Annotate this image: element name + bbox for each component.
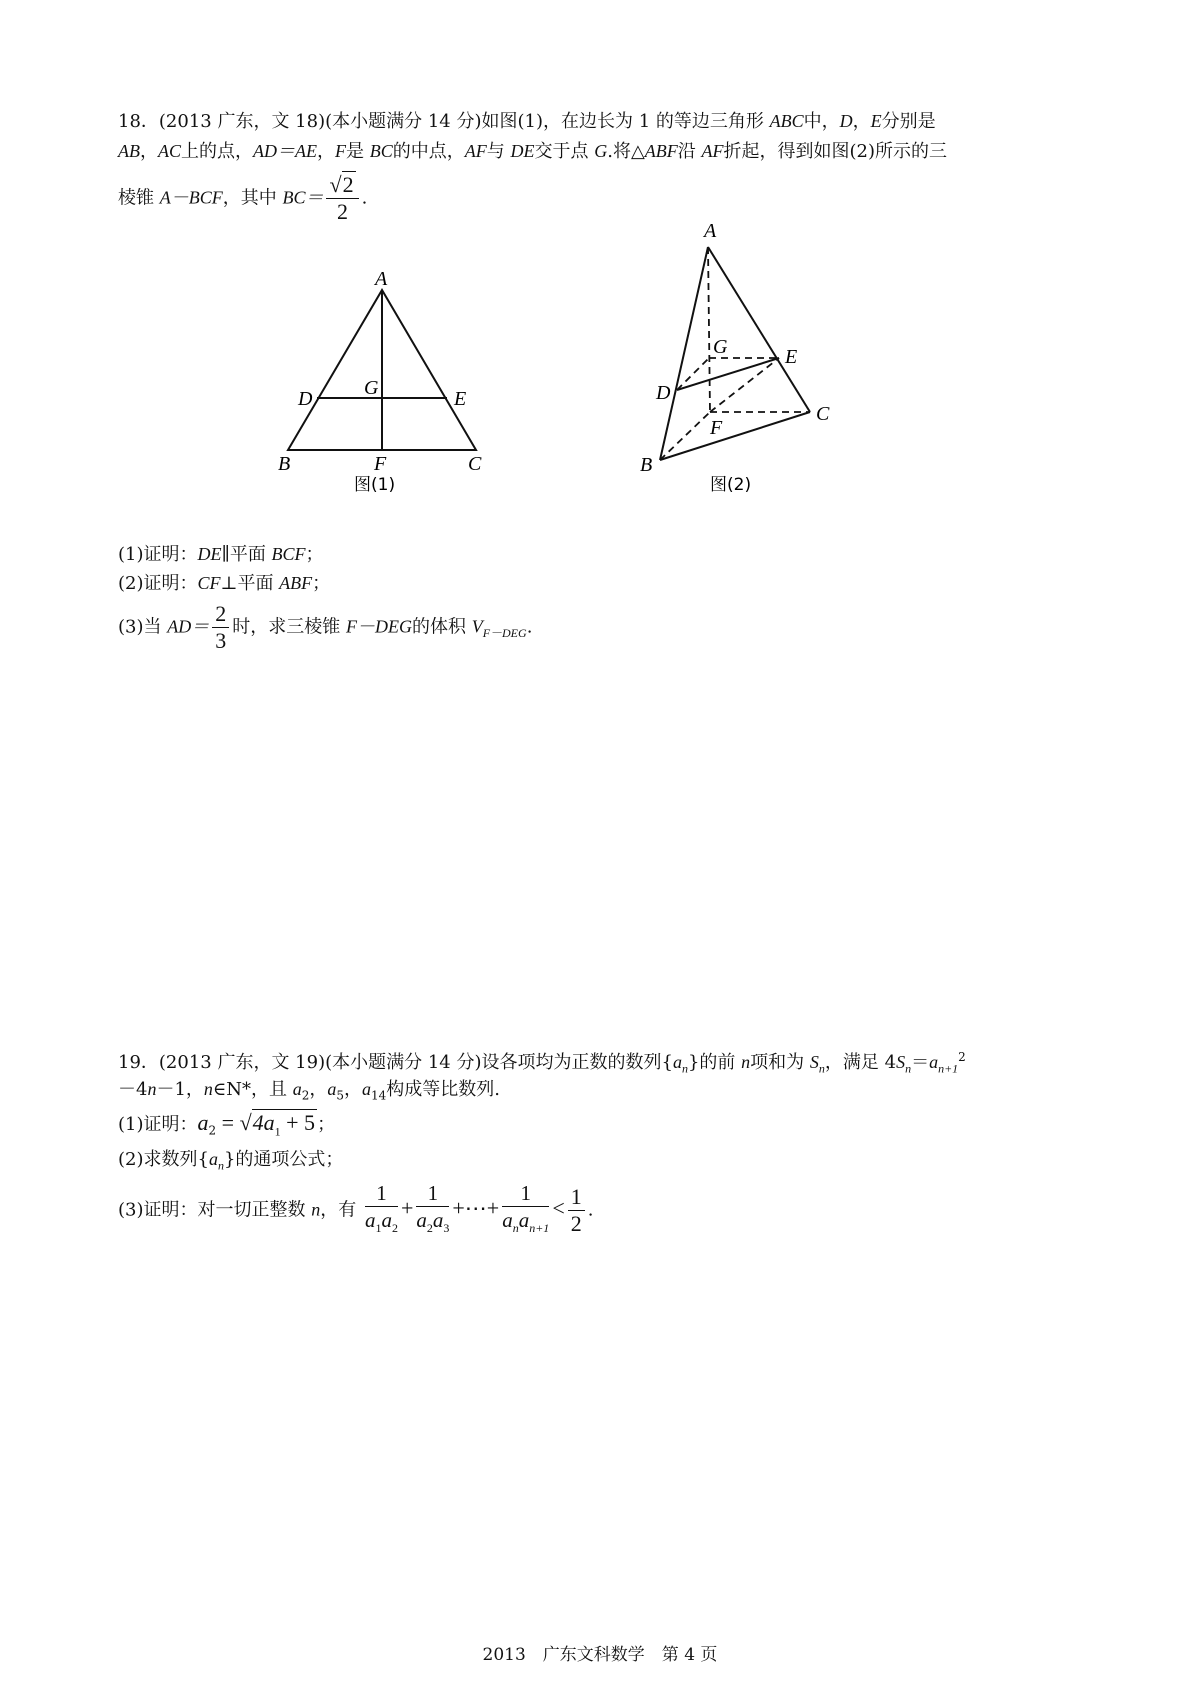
fig1-label-c: C bbox=[468, 453, 482, 475]
fraction-1-a2a3: $\frac{1}{a_2a_3}$ bbox=[416, 1181, 450, 1236]
fig2-label-b: B bbox=[640, 454, 653, 476]
q18-sub1: (1)证明：DE∥平面 BCF； bbox=[118, 544, 324, 565]
fig1-label-f: F bbox=[374, 453, 387, 475]
fig1-label-g: G bbox=[364, 377, 379, 399]
q19-sub2: (2)求数列$\{a_n\}$的通项公式； bbox=[118, 1149, 344, 1173]
q18-line-1: 18．(2013 广东，文 18)(本小题满分 14 分)如图(1)，在边长为 1 的等边三角形 ABC中，D，E分别是 bbox=[118, 111, 936, 132]
q19-sub3: (3)证明：对一切正整数 n，有 $\frac{1}{a_1a_2}$ + $\frac{1}{a_2a_3}$ +⋯+ $\frac{1}{a_na_{n+1}}$ < $\frac{1}{2}$ . bbox=[118, 1180, 593, 1241]
fig1-caption: 图(1) bbox=[354, 475, 396, 495]
edge-de bbox=[677, 358, 779, 390]
figure-2-diagram bbox=[640, 215, 900, 515]
q18-line-3: 棱锥 A－BCF，其中 BC＝ $\frac{√2}{2}$ . bbox=[118, 172, 368, 224]
fig1-label-b: B bbox=[278, 453, 291, 475]
q19-line-2: －4n－1，n∈N*，且 $a_2$，$a_5$，$a_{14}$构成等比数列. bbox=[118, 1079, 500, 1103]
q19-header: 19．(2013 广东，文 19)(本小题满分 14 分) bbox=[118, 1052, 482, 1073]
edge-ab bbox=[660, 247, 708, 460]
sqrt2-over-2-fraction: $\frac{√2}{2}$ bbox=[326, 172, 358, 225]
two-thirds-fraction: $\frac{2}{3}$ bbox=[212, 601, 229, 654]
fig1-label-d: D bbox=[298, 388, 313, 410]
edge-fe-dashed bbox=[710, 358, 779, 412]
fig2-label-f: F bbox=[710, 417, 723, 439]
fig2-caption: 图(2) bbox=[710, 475, 752, 495]
sqrt-expression: $√4a_1 + 5$ bbox=[239, 1110, 316, 1139]
edge-ac bbox=[708, 247, 810, 412]
q18-sub3: (3)当 AD＝ $\frac{2}{3}$ 时，求三棱锥 F－DEG的体积 $V_{F-DEG}$. bbox=[118, 601, 533, 653]
q19-sub1: (1)证明：$a_2 = √4a_1 + 5$ ； bbox=[118, 1110, 336, 1139]
fig1-label-a: A bbox=[375, 268, 388, 290]
fig2-label-g: G bbox=[713, 336, 728, 358]
fraction-1-anan1: $\frac{1}{a_na_{n+1}}$ bbox=[502, 1181, 550, 1236]
fig1-label-e: E bbox=[454, 388, 467, 410]
edge-af-dashed bbox=[708, 247, 710, 412]
q18-header: 18．(2013 广东，文 18)(本小题满分 14 分) bbox=[118, 111, 482, 132]
edge-bc bbox=[660, 412, 810, 460]
fig2-label-d: D bbox=[656, 382, 671, 404]
q18-sub2: (2)证明：CF⊥平面 ABF； bbox=[118, 573, 331, 594]
fig2-label-a: A bbox=[704, 220, 717, 242]
one-half-fraction: $\frac{1}{2}$ bbox=[568, 1184, 585, 1237]
q18-line-2: AB，AC上的点，AD＝AE，F是 BC的中点，AF与 DE交于点 G.将△ABF沿 AF折起，得到如图(2)所示的三 bbox=[118, 141, 948, 162]
fraction-1-a1a2: $\frac{1}{a_1a_2}$ bbox=[364, 1181, 398, 1236]
fig2-label-e: E bbox=[785, 346, 798, 368]
q19-line-1: 19．(2013 广东，文 19)(本小题满分 14 分)设各项均为正数的数列$\{a_n\}$的前 n项和为 $S_n$，满足 $4S_n=a_{n+1}^2$ bbox=[118, 1050, 966, 1076]
page-footer: 2013 广东文科数学 第 4 页 bbox=[482, 1645, 718, 1665]
fig2-label-c: C bbox=[816, 403, 830, 425]
figure-1-diagram bbox=[270, 260, 530, 510]
